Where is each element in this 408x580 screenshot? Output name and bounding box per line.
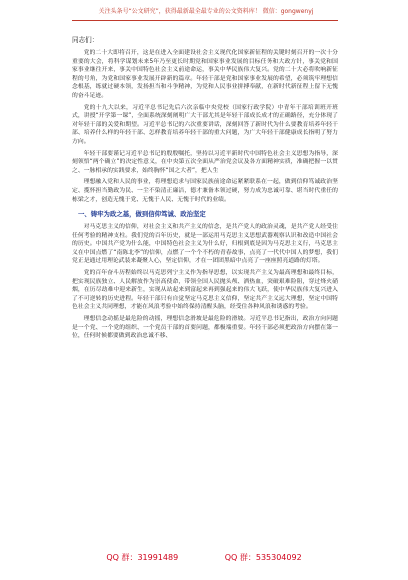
paragraph-intro-2: 党的十九大以来，习近平总书记先后六次亲临中央党校（国家行政学院）中青年干部培训班开班式，讲授“开学第一课”，全面系统深刻阐明广大干部尤其是年轻干部成长成才的正确路径，充分体现了对年轻干部的关爱和期望。习近平总书记的六次重要讲话，深刻回答了新时代为什么要教育培养年轻干部、培养什么样的年轻干部、怎样教育培养年轻干部的重大问题，为广大年轻干部健康成长指明了努力方向。: [72, 104, 338, 145]
footer-qq-group-1: QQ 群：31991489: [106, 553, 179, 562]
paragraph-section-3: 理想信念动摇是最危险的动摇，理想信念滑坡是最危险的滑坡。习近平总书记指出，政治方向问题是一个党、一个党的组织、一个党员干部的首要问题，都极端重要。年轻干部必须把政治方向摆在第一位，任何时候都要做到政治忠诚不移、: [72, 316, 338, 340]
paragraph-intro-4: 理想融入党和人民的事业，将理想追求与国家民族前途命运紧紧联系在一起，做到信仰笃诚政治坚定、揽怀担当勤政为民、一尘不染清正廉洁，德才兼备本领过硬，努力成为忠诚可靠、堪当时代重任的栋梁之才，创造无愧于党、无愧于人民、无愧于时代的业绩。: [72, 179, 338, 203]
salutation: 同志们：: [72, 36, 99, 44]
footer: [0, 552, 408, 563]
section-heading: 一、铸牢为政之基，做到信仰笃诚、政治坚定: [78, 210, 206, 219]
document-body: [72, 30, 338, 344]
paragraph-section-2: 党的百年奋斗历程始终以马克思列宁主义作为指导思想，以实现共产主义为最高理想和最终目标，把实现民族独立、人民解放作为崇高使命，带领全国人民抛头颅、洒热血，突破艰难险阻，穿过烽火硝烟，在历尽劫难中迎来新生，实现从站起来到富起来再到强起来的伟大飞跃，使中华民族伟大复兴进入了不可逆转的历史进程。年轻干部只有自觉坚定马克思主义信仰，坚定共产主义远大理想，坚定中国特色社会主义共同理想，才能在风浪考验中始终保持清醒头脑，经受住各种风浪和诱惑的考验。: [72, 270, 338, 311]
header-banner: 关注头条号“公文研究”，获得最新最全最专业的公文资料库！ 微信：gongwenyj: [98, 8, 314, 15]
paragraph-intro-1: 党的二十大即将召开，这是在进入全面建设社会主义现代化国家新征程的关键时刻召开的一次十分重要的大会，将科学谋划未来5年乃至更长时期党和国家事业发展的目标任务和大政方针，事关党和国家事业继往开来，事关中国特色社会主义前途命运，事关中华民族伟大复兴。党的二十大必将吹响新征程的号角，为党和国家事业发展开辟新的篇章。年轻干部是党和国家事业发展的希望，必须筑牢理想信念根基，练就过硬本领，发扬担当和斗争精神，为党和人民事业拼搏奉献，在新时代新征程上留下无愧的奋斗足迹。: [72, 50, 338, 99]
header-divider: [72, 20, 338, 21]
footer-qq-group-2: QQ 群：535304092: [224, 553, 302, 562]
paragraph-section-1: 对马克思主义的信仰，对社会主义和共产主义的信念，是共产党人的政治灵魂，是共产党人经受住任何考验的精神支柱。我们党的百年历史，就是一部运用马克思主义思想武器观察认识和改造中国社会的历史。中国共产党为什么能，中国特色社会主义为什么好，归根到底是因为马克思主义行，马克思主义在中国点燃了“南陈北李”的信仰，点燃了一个个不朽的青春故事，点亮了一代代中国人的梦想，我们党正是通过用理论武装来凝聚人心，坚定信仰，才在一团团黑暗中点亮了一座座照亮道路的灯塔。: [72, 224, 338, 265]
paragraph-intro-3: 年轻干部要谨记习近平总书记的殷殷嘱托，坚持以习近平新时代中国特色社会主义思想为指导，深刻领悟“两个确立”的决定性意义，在中央第五次全面从严治党会议及各方面精神实质，准确把握一以贯之、一脉相承的实践要求，始终胸怀“国之大者”，把人生: [72, 150, 338, 174]
